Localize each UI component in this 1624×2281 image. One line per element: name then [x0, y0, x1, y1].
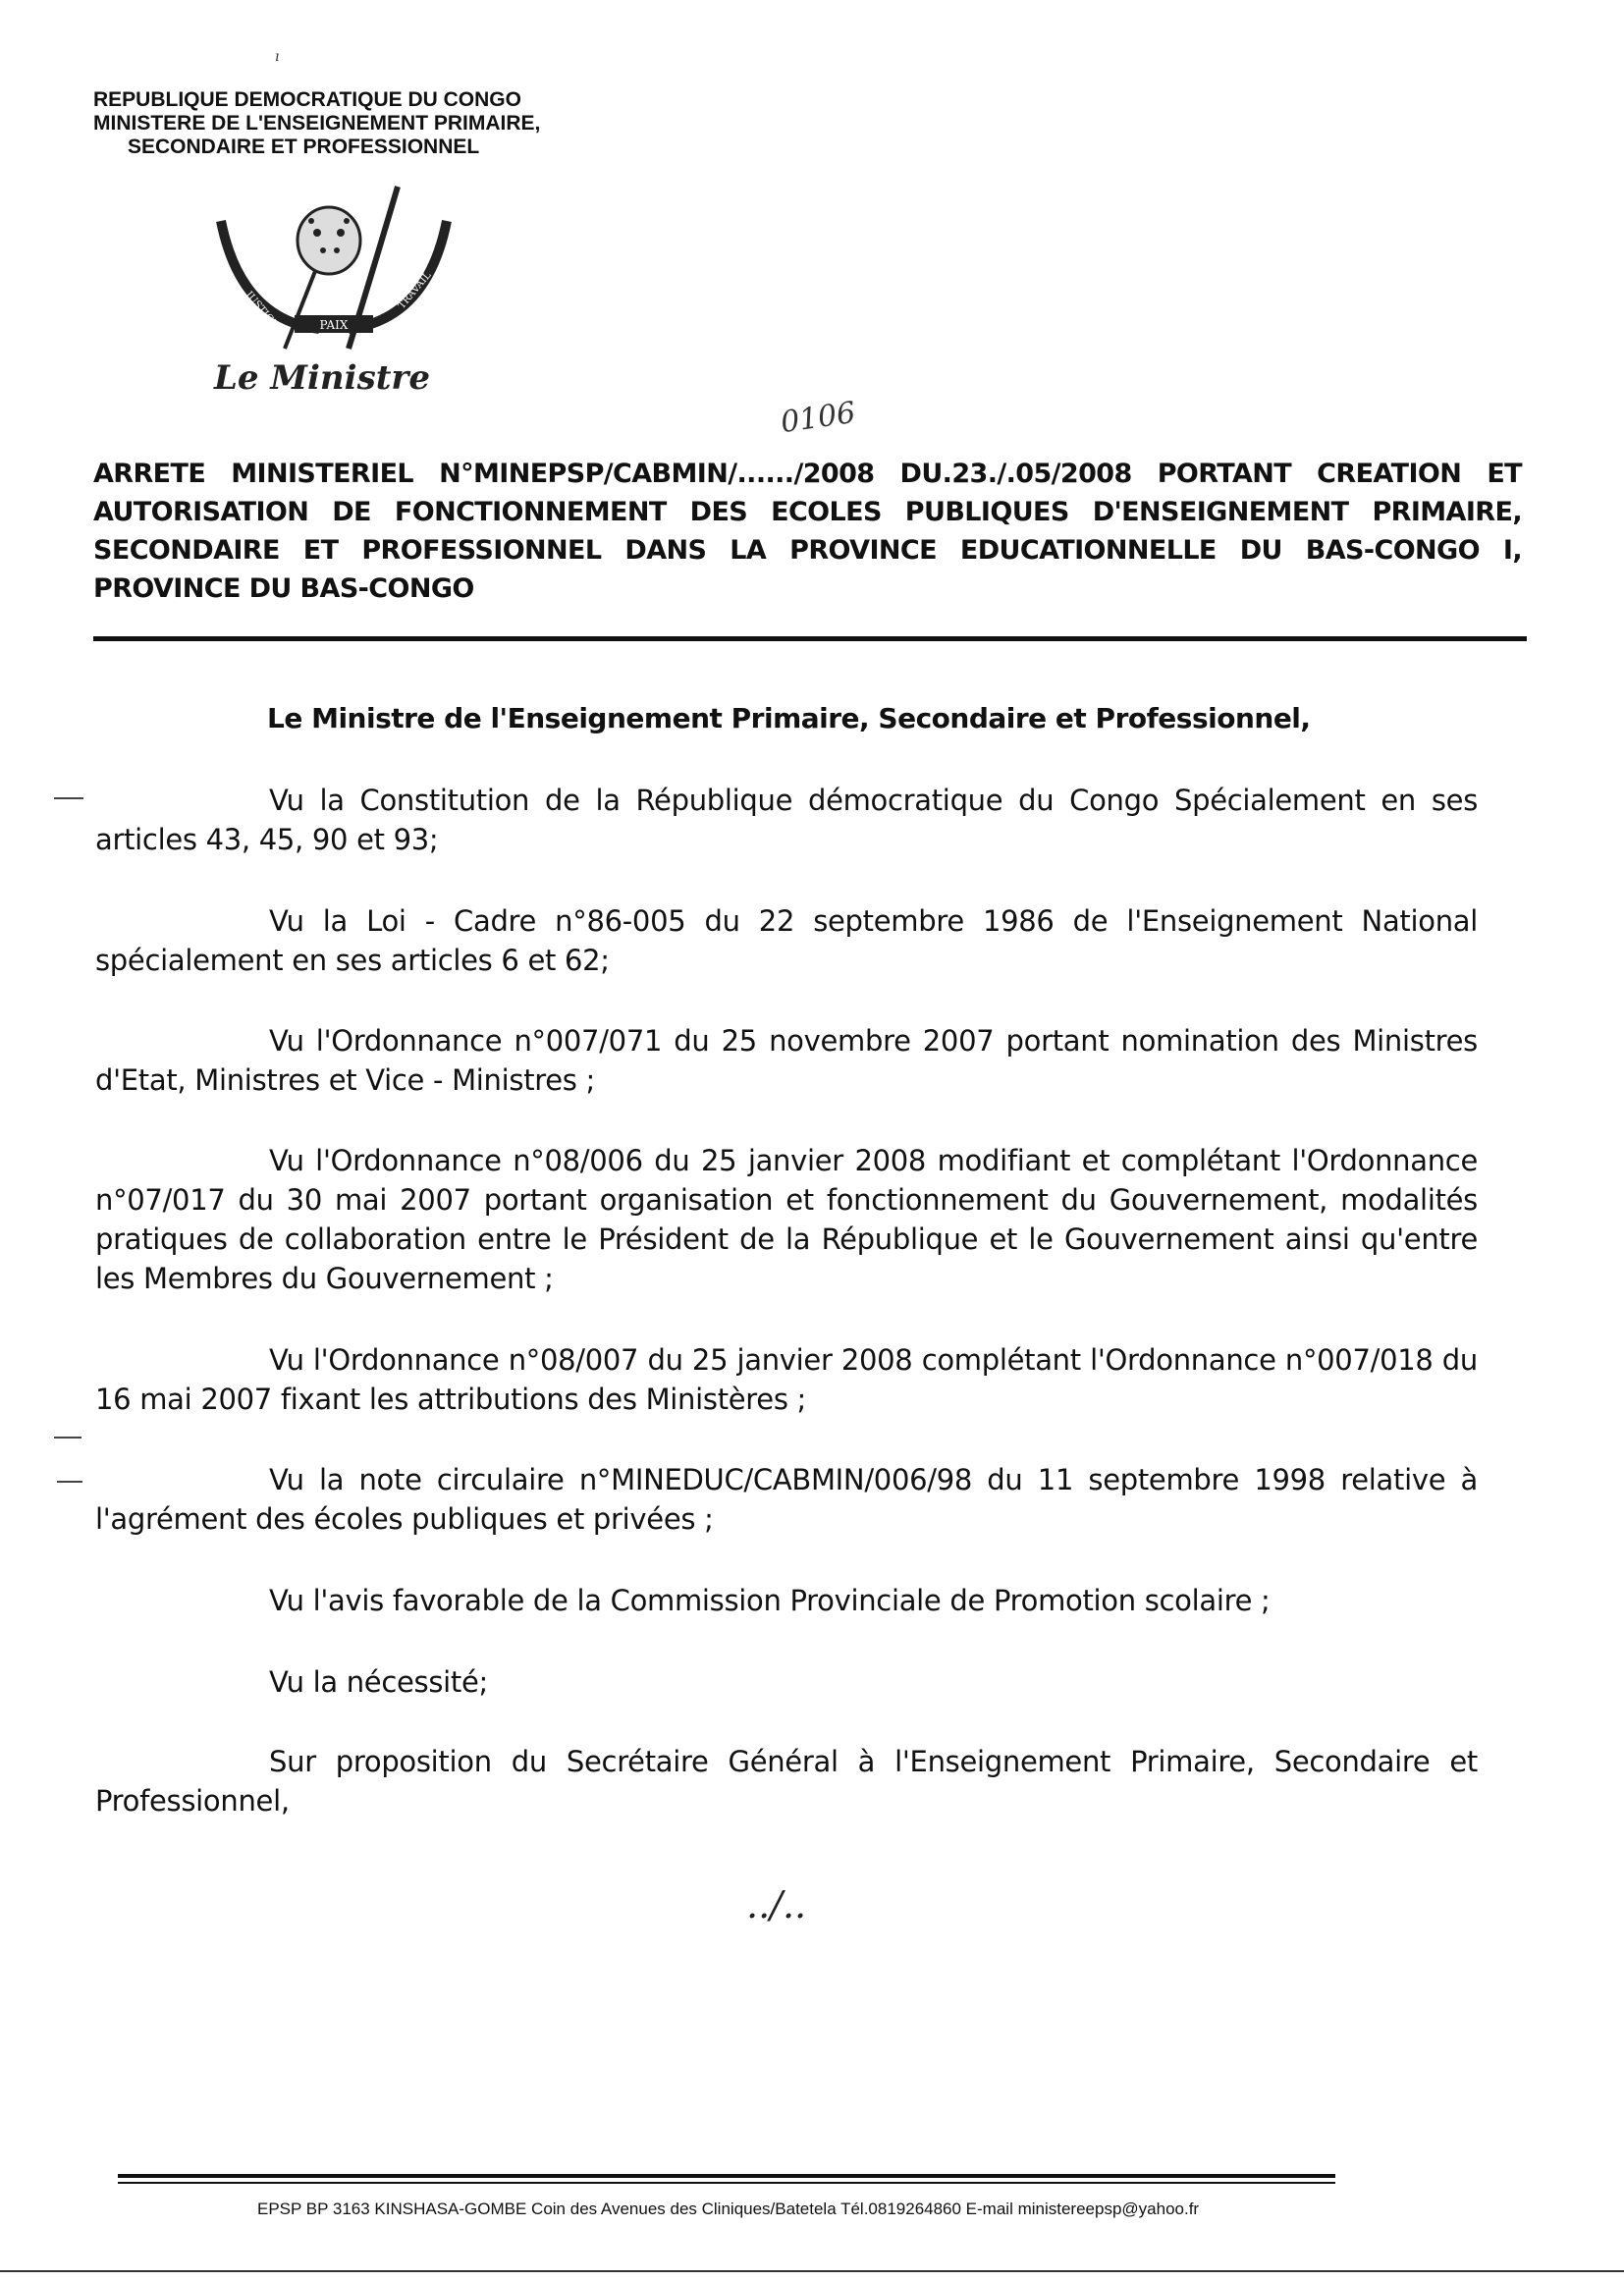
- emblem-motto-left: JUSTICE: [243, 289, 280, 331]
- margin-mark: [54, 797, 83, 799]
- margin-mark: [57, 1481, 82, 1483]
- footer-divider-thin: [118, 2182, 1335, 2184]
- paragraph-note-circulaire: Vu la note circulaire n°MINEDUC/CABMIN/006/98 du 11 septembre 1998 relative à l'agrément des écoles publiques et privées ;: [95, 1463, 1478, 1536]
- coat-of-arms-emblem: [201, 182, 466, 358]
- continuation-initials: ../..: [746, 1883, 807, 1927]
- emblem-motto-center: PAIX: [319, 318, 349, 332]
- paragraph-loi-cadre: Vu la Loi - Cadre n°86-005 du 22 septembre 1986 de l'Enseignement National spécialement en ses articles 6 et 62;: [95, 904, 1478, 977]
- footer-contact: EPSP BP 3163 KINSHASA-GOMBE Coin des Avenues des Cliniques/Batetela Tél.0819264860 E-mail ministereepsp@yahoo.fr: [257, 2200, 1200, 2218]
- minister-signature-title: Le Ministre: [214, 358, 430, 398]
- margin-mark: [54, 1437, 81, 1439]
- minister-heading: Le Ministre de l'Enseignement Primaire, Secondaire et Professionnel,: [267, 702, 1311, 734]
- paragraph-ordonnance-gouvernement: Vu l'Ordonnance n°08/006 du 25 janvier 2008 modifiant et complétant l'Ordonnance n°07/017 du 30 mai 2007 portant organisation et fonctionnement du Gouvernement, modalités pratiques de collaboration entre le Président de la République et le Gouvernement ainsi qu'entre les Membres du Gouvernement ;: [95, 1144, 1478, 1295]
- emblem-motto-right: TRAVAIL: [396, 270, 434, 311]
- footer-divider: [118, 2174, 1335, 2178]
- handwritten-decree-number: 0106: [778, 395, 858, 441]
- scan-mark: ı: [275, 49, 280, 65]
- scan-edge: [0, 2270, 1624, 2272]
- letterhead-ministry-cont: SECONDAIRE ET PROFESSIONNEL: [128, 136, 480, 158]
- paragraph-ordonnance-attributions: Vu l'Ordonnance n°08/007 du 25 janvier 2008 complétant l'Ordonnance n°007/018 du 16 mai 2007 fixant les attributions des Ministères ;: [95, 1343, 1478, 1416]
- letterhead: [93, 88, 540, 159]
- letterhead-country: REPUBLIQUE DEMOCRATIQUE DU CONGO: [93, 88, 521, 111]
- paragraph-proposition: Sur proposition du Secrétaire Général à l'Enseignement Primaire, Secondaire et Professionnel,: [95, 1745, 1478, 1818]
- paragraph-necessite: Vu la nécessité;: [269, 1665, 488, 1699]
- title-divider: [93, 636, 1527, 641]
- letterhead-ministry: MINISTERE DE L'ENSEIGNEMENT PRIMAIRE,: [93, 112, 541, 135]
- paragraph-ordonnance-nomination: Vu l'Ordonnance n°007/071 du 25 novembre 2007 portant nomination des Ministres d'Etat, Ministres et Vice - Ministres ;: [95, 1024, 1478, 1097]
- paragraph-avis-favorable: Vu l'avis favorable de la Commission Provinciale de Promotion scolaire ;: [269, 1584, 1271, 1617]
- decree-title: ARRETE MINISTERIEL N°MINEPSP/CABMIN/....../2008 DU.23./.05/2008 PORTANT CREATION ET AUTORISATION DE FONCTIONNEMENT DES ECOLES PUBLIQUES D'ENSEIGNEMENT PRIMAIRE, SECONDAIRE ET PROFESSIONNEL DANS LA PROVINCE EDUCATIONNELLE DU BAS-CONGO I, PROVINCE DU BAS-CONGO: [93, 459, 1522, 604]
- paragraph-constitution: Vu la Constitution de la République démocratique du Congo Spécialement en ses articles 43, 45, 90 et 93;: [95, 784, 1478, 856]
